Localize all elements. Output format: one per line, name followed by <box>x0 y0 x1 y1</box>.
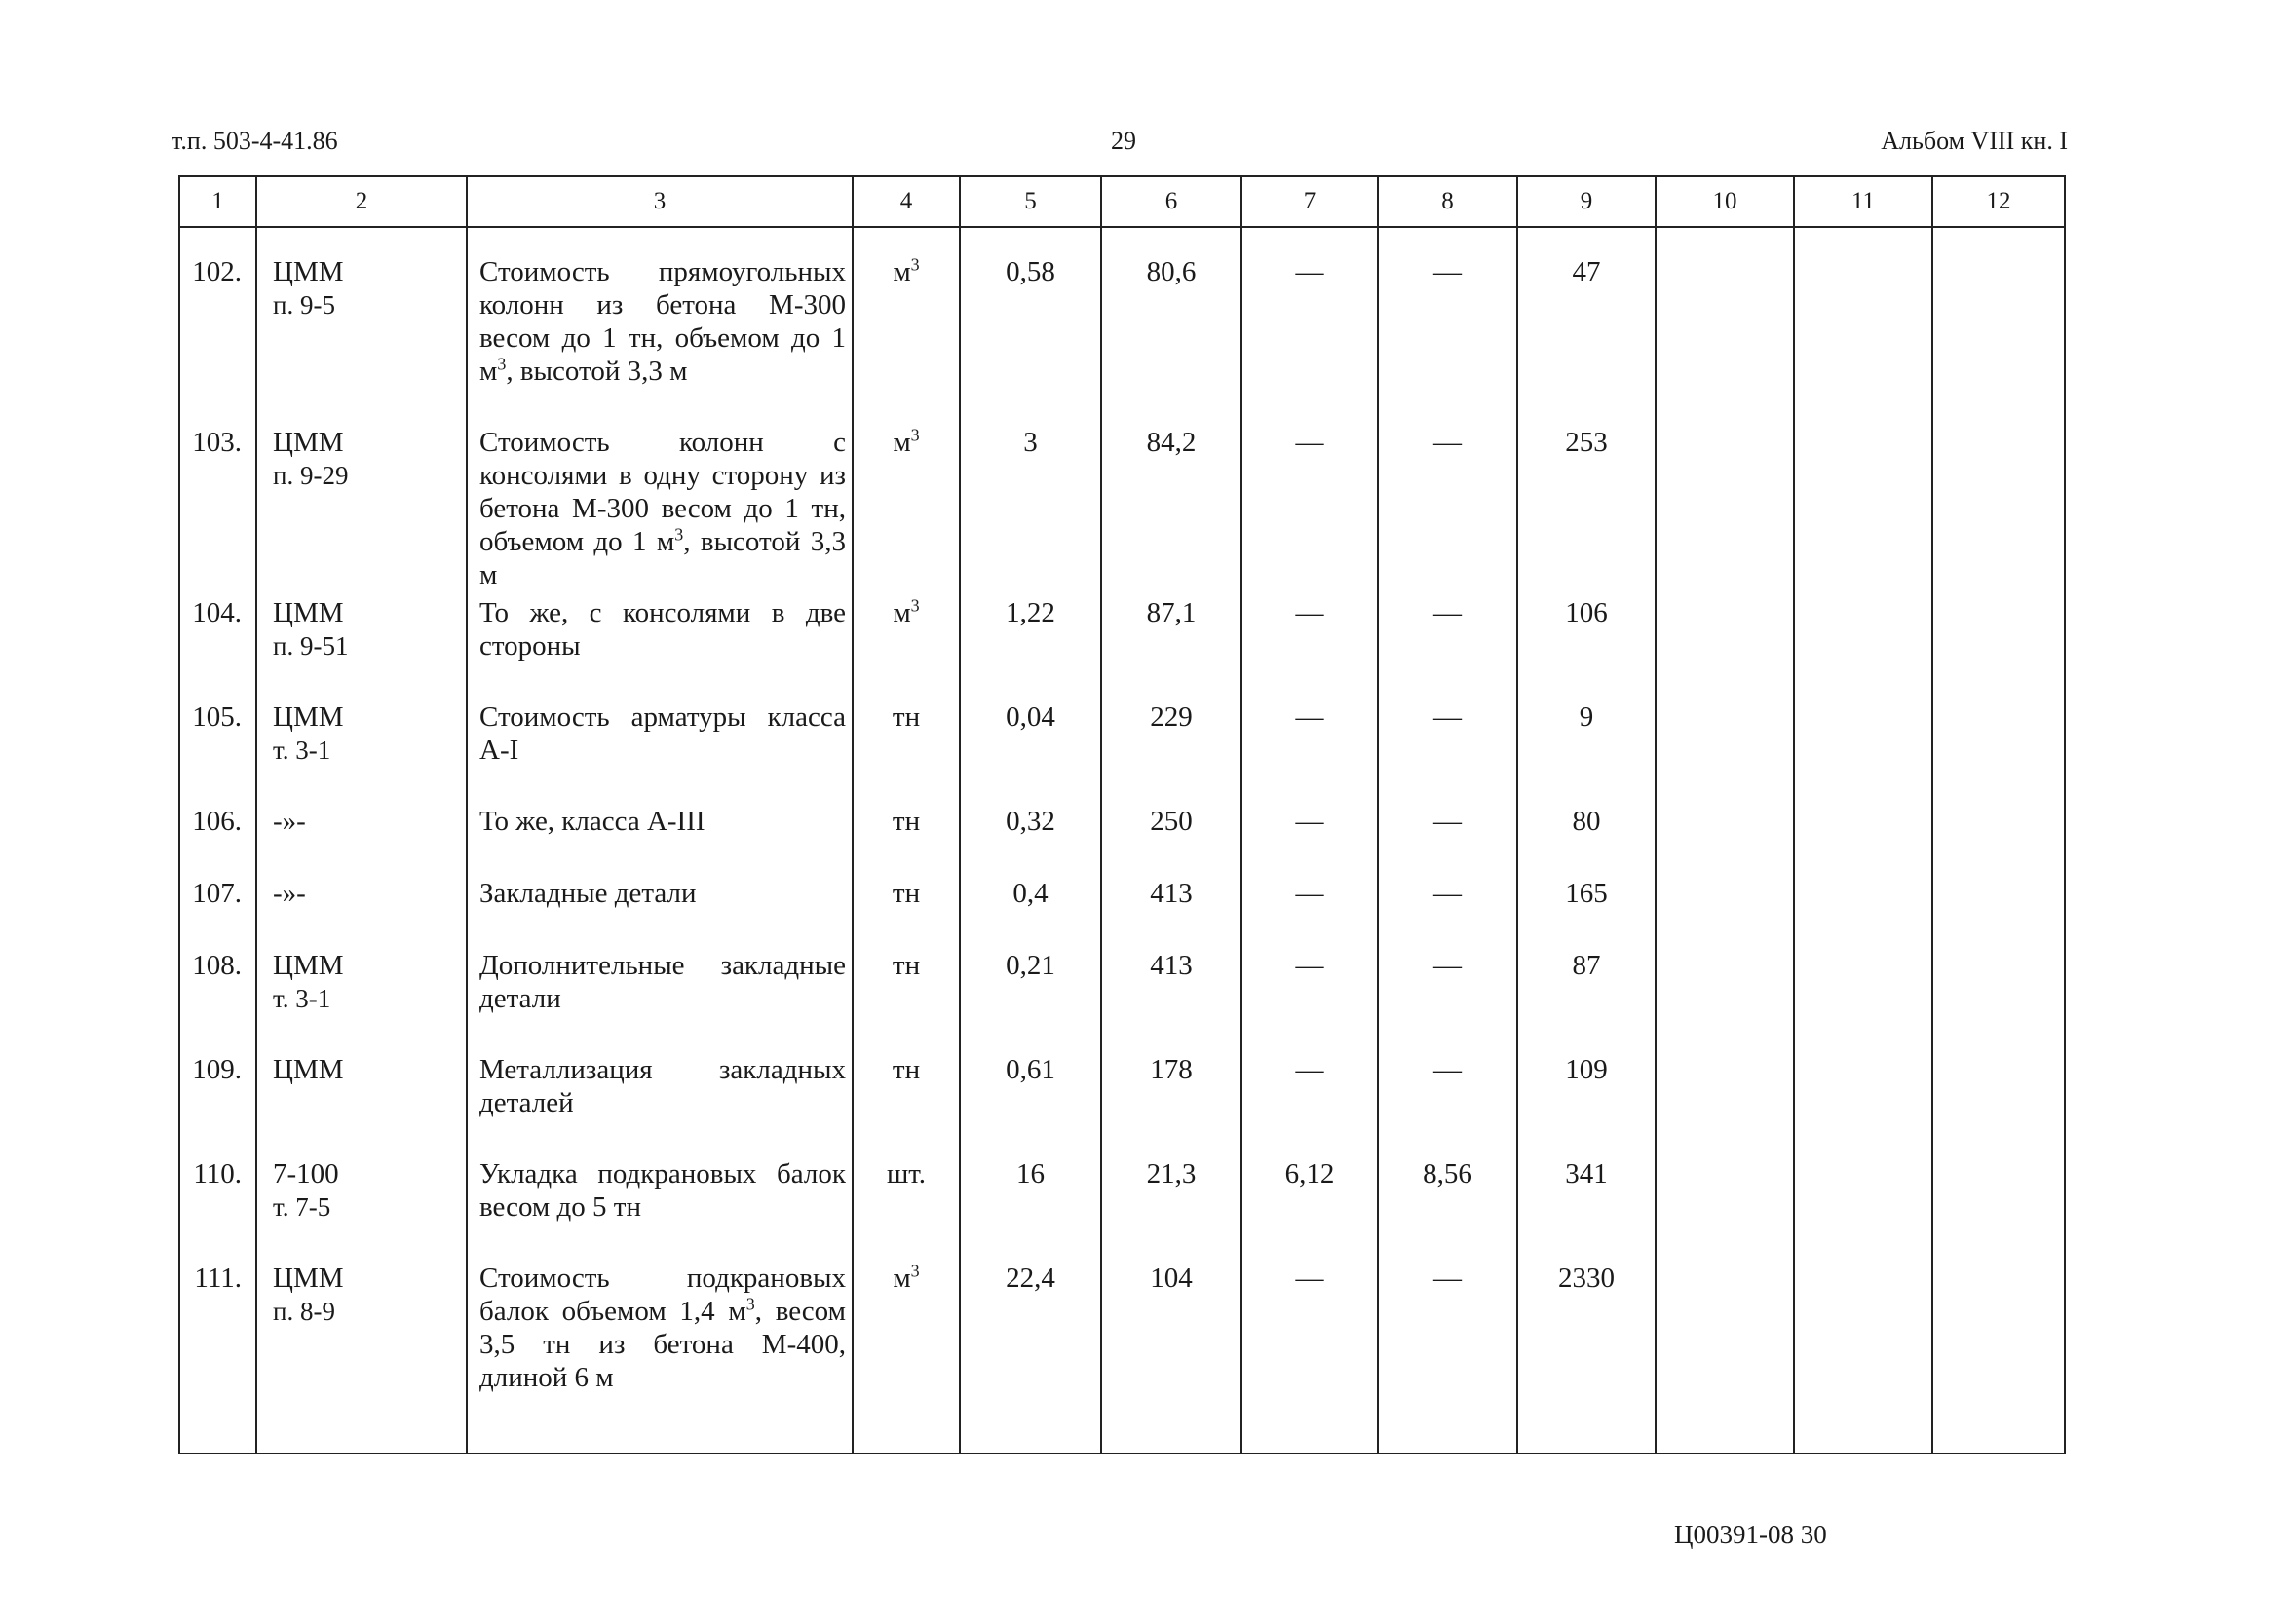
work-description: То же, класса А-III <box>467 805 853 877</box>
total-cost: 9 <box>1517 700 1656 805</box>
empty-cell <box>1794 1394 1932 1454</box>
empty-cell <box>1656 255 1794 426</box>
table-row <box>179 1157 2065 1262</box>
empty-cell <box>1656 1053 1794 1157</box>
norm-code: ЦММ <box>273 950 344 981</box>
norm-reference <box>256 1157 467 1262</box>
quantity: 1,22 <box>960 596 1101 700</box>
unit-cost: 87,1 <box>1101 596 1241 700</box>
unit-cost: 104 <box>1101 1262 1241 1394</box>
empty-cell <box>1794 949 1932 1053</box>
norm-clause: п. 9-5 <box>273 290 335 320</box>
col-8-value: — <box>1378 426 1517 596</box>
empty-cell <box>1656 1157 1794 1262</box>
empty-cell <box>1932 596 2065 700</box>
unit-cost: 80,6 <box>1101 255 1241 426</box>
unit-of-measure: тн <box>853 805 960 877</box>
quantity: 0,21 <box>960 949 1101 1053</box>
empty-cell <box>1932 877 2065 949</box>
column-header: 7 <box>1241 176 1378 227</box>
total-cost: 87 <box>1517 949 1656 1053</box>
norm-reference <box>256 805 467 877</box>
row-number: 111. <box>179 1262 256 1394</box>
empty-cell <box>1378 1394 1517 1454</box>
unit-cost: 250 <box>1101 805 1241 877</box>
norm-reference <box>256 700 467 805</box>
total-cost: 80 <box>1517 805 1656 877</box>
row-number: 103. <box>179 426 256 596</box>
quantity: 22,4 <box>960 1262 1101 1394</box>
row-number: 106. <box>179 805 256 877</box>
row-number: 107. <box>179 877 256 949</box>
norm-reference <box>256 1262 467 1394</box>
unit-of-measure: тн <box>853 877 960 949</box>
table-row <box>179 1053 2065 1157</box>
unit-of-measure: тн <box>853 700 960 805</box>
col-8-value: — <box>1378 255 1517 426</box>
total-cost: 253 <box>1517 426 1656 596</box>
col-7-value: — <box>1241 700 1378 805</box>
header-page-number: 29 <box>1111 127 1136 155</box>
row-number: 104. <box>179 596 256 700</box>
work-description: Дополнительные закладные детали <box>467 949 853 1053</box>
col-8-value: — <box>1378 1053 1517 1157</box>
norm-reference <box>256 255 467 426</box>
empty-cell <box>1241 1394 1378 1454</box>
total-cost: 47 <box>1517 255 1656 426</box>
table-row <box>179 949 2065 1053</box>
empty-cell <box>1932 1053 2065 1157</box>
unit-cost: 413 <box>1101 949 1241 1053</box>
empty-cell <box>853 1394 960 1454</box>
empty-cell <box>1656 426 1794 596</box>
col-7-value: — <box>1241 255 1378 426</box>
column-header: 2 <box>256 176 467 227</box>
table-row <box>179 596 2065 700</box>
total-cost: 341 <box>1517 1157 1656 1262</box>
column-header: 8 <box>1378 176 1517 227</box>
unit-cost: 84,2 <box>1101 426 1241 596</box>
col-8-value: 8,56 <box>1378 1157 1517 1262</box>
column-header: 9 <box>1517 176 1656 227</box>
total-cost: 109 <box>1517 1053 1656 1157</box>
col-8-value: — <box>1378 1262 1517 1394</box>
empty-cell <box>1656 949 1794 1053</box>
empty-cell <box>1656 700 1794 805</box>
table-row <box>179 1262 2065 1394</box>
column-header: 12 <box>1932 176 2065 227</box>
unit-cost: 413 <box>1101 877 1241 949</box>
table-row <box>179 255 2065 426</box>
row-number: 102. <box>179 255 256 426</box>
row-number: 105. <box>179 700 256 805</box>
column-header: 5 <box>960 176 1101 227</box>
norm-code: ЦММ <box>273 1054 344 1085</box>
empty-cell <box>1794 255 1932 426</box>
quantity: 0,32 <box>960 805 1101 877</box>
norm-code: ЦММ <box>273 1263 344 1294</box>
norm-clause: п. 9-51 <box>273 631 349 661</box>
empty-cell <box>1656 1262 1794 1394</box>
empty-cell <box>1932 426 2065 596</box>
norm-clause: т. 3-1 <box>273 736 331 765</box>
unit-of-measure: тн <box>853 1053 960 1157</box>
norm-code: -»- <box>273 878 306 909</box>
empty-cell <box>1932 1394 2065 1454</box>
total-cost: 106 <box>1517 596 1656 700</box>
unit-of-measure: $м^3$ <box>853 596 960 700</box>
row-number: 110. <box>179 1157 256 1262</box>
unit-of-measure: $м^3$ <box>853 255 960 426</box>
unit-of-measure: $м^3$ <box>853 426 960 596</box>
column-header: 10 <box>1656 176 1794 227</box>
norm-reference <box>256 949 467 1053</box>
norm-code: ЦММ <box>273 256 344 287</box>
column-number-row <box>179 176 2065 227</box>
header-document-code: т.п. 503-4-41.86 <box>172 127 338 155</box>
column-header: 11 <box>1794 176 1932 227</box>
table-row <box>179 805 2065 877</box>
empty-cell <box>1656 877 1794 949</box>
total-cost: 2330 <box>1517 1262 1656 1394</box>
column-header: 6 <box>1101 176 1241 227</box>
work-description: Стоимость прямоугольных колонн из бетона М-300 весом до 1 тн, объемом до 1 $м^3$, высотой 3,3 м <box>467 255 853 426</box>
col-8-value: — <box>1378 877 1517 949</box>
norm-code: 7-100 <box>273 1158 339 1190</box>
estimate-table <box>178 175 2066 1454</box>
table-row <box>179 426 2065 596</box>
unit-of-measure: тн <box>853 949 960 1053</box>
quantity: 0,58 <box>960 255 1101 426</box>
empty-cell <box>1794 596 1932 700</box>
work-description: Стоимость арматуры класса А-I <box>467 700 853 805</box>
empty-cell <box>1656 805 1794 877</box>
unit-cost: 21,3 <box>1101 1157 1241 1262</box>
empty-cell <box>256 1394 467 1454</box>
empty-cell <box>1794 1157 1932 1262</box>
col-7-value: — <box>1241 877 1378 949</box>
empty-cell <box>1794 426 1932 596</box>
row-number: 108. <box>179 949 256 1053</box>
norm-reference <box>256 1053 467 1157</box>
empty-cell <box>960 1394 1101 1454</box>
col-7-value: — <box>1241 426 1378 596</box>
work-description: Стоимость подкрановых балок объемом 1,4 $м^3$, весом 3,5 тн из бетона М-400, длиной 6 м <box>467 1262 853 1394</box>
empty-cell <box>467 1394 853 1454</box>
empty-cell <box>1932 700 2065 805</box>
norm-reference <box>256 596 467 700</box>
col-7-value: 6,12 <box>1241 1157 1378 1262</box>
norm-code: -»- <box>273 806 306 837</box>
norm-reference <box>256 426 467 596</box>
empty-cell <box>1932 1157 2065 1262</box>
footer-document-id: Ц00391-08 30 <box>1674 1520 1827 1549</box>
row-number: 109. <box>179 1053 256 1157</box>
empty-cell <box>1656 1394 1794 1454</box>
quantity: 0,4 <box>960 877 1101 949</box>
table-row <box>179 700 2065 805</box>
empty-cell <box>1932 255 2065 426</box>
norm-reference <box>256 877 467 949</box>
col-8-value: — <box>1378 700 1517 805</box>
unit-cost: 229 <box>1101 700 1241 805</box>
quantity: 0,61 <box>960 1053 1101 1157</box>
col-7-value: — <box>1241 596 1378 700</box>
total-cost: 165 <box>1517 877 1656 949</box>
norm-clause: п. 8-9 <box>273 1297 335 1326</box>
column-header: 1 <box>179 176 256 227</box>
quantity: 16 <box>960 1157 1101 1262</box>
col-7-value: — <box>1241 1053 1378 1157</box>
quantity: 3 <box>960 426 1101 596</box>
empty-cell <box>179 1394 256 1454</box>
col-7-value: — <box>1241 805 1378 877</box>
empty-cell <box>1794 877 1932 949</box>
header-album: Альбом VIII кн. I <box>1881 127 2068 155</box>
col-8-value: — <box>1378 949 1517 1053</box>
empty-cell <box>1794 805 1932 877</box>
empty-cell <box>1794 1262 1932 1394</box>
norm-clause: т. 3-1 <box>273 984 331 1013</box>
empty-cell <box>1101 1394 1241 1454</box>
col-7-value: — <box>1241 949 1378 1053</box>
empty-cell <box>1932 1262 2065 1394</box>
work-description: Закладные детали <box>467 877 853 949</box>
table-body <box>179 227 2065 1454</box>
norm-code: ЦММ <box>273 701 344 733</box>
unit-cost: 178 <box>1101 1053 1241 1157</box>
empty-cell <box>1932 805 2065 877</box>
empty-cell <box>1932 949 2065 1053</box>
unit-of-measure: $м^3$ <box>853 1262 960 1394</box>
col-7-value: — <box>1241 1262 1378 1394</box>
work-description: Укладка подкрановых балок весом до 5 тн <box>467 1157 853 1262</box>
norm-clause: т. 7-5 <box>273 1192 331 1222</box>
column-header: 3 <box>467 176 853 227</box>
work-description: Стоимость колонн с консолями в одну сторону из бетона М-300 весом до 1 тн, объемом до 1 $м^3$, высотой 3,3 м <box>467 426 853 596</box>
col-8-value: — <box>1378 805 1517 877</box>
table-row <box>179 877 2065 949</box>
norm-clause: п. 9-29 <box>273 461 349 490</box>
work-description: То же, с консолями в две стороны <box>467 596 853 700</box>
quantity: 0,04 <box>960 700 1101 805</box>
empty-cell <box>1794 1053 1932 1157</box>
unit-of-measure: шт. <box>853 1157 960 1262</box>
norm-code: ЦММ <box>273 427 344 458</box>
empty-cell <box>1794 700 1932 805</box>
norm-code: ЦММ <box>273 597 344 628</box>
work-description: Металлизация закладных деталей <box>467 1053 853 1157</box>
empty-cell <box>1656 596 1794 700</box>
empty-cell <box>1517 1394 1656 1454</box>
col-8-value: — <box>1378 596 1517 700</box>
column-header: 4 <box>853 176 960 227</box>
